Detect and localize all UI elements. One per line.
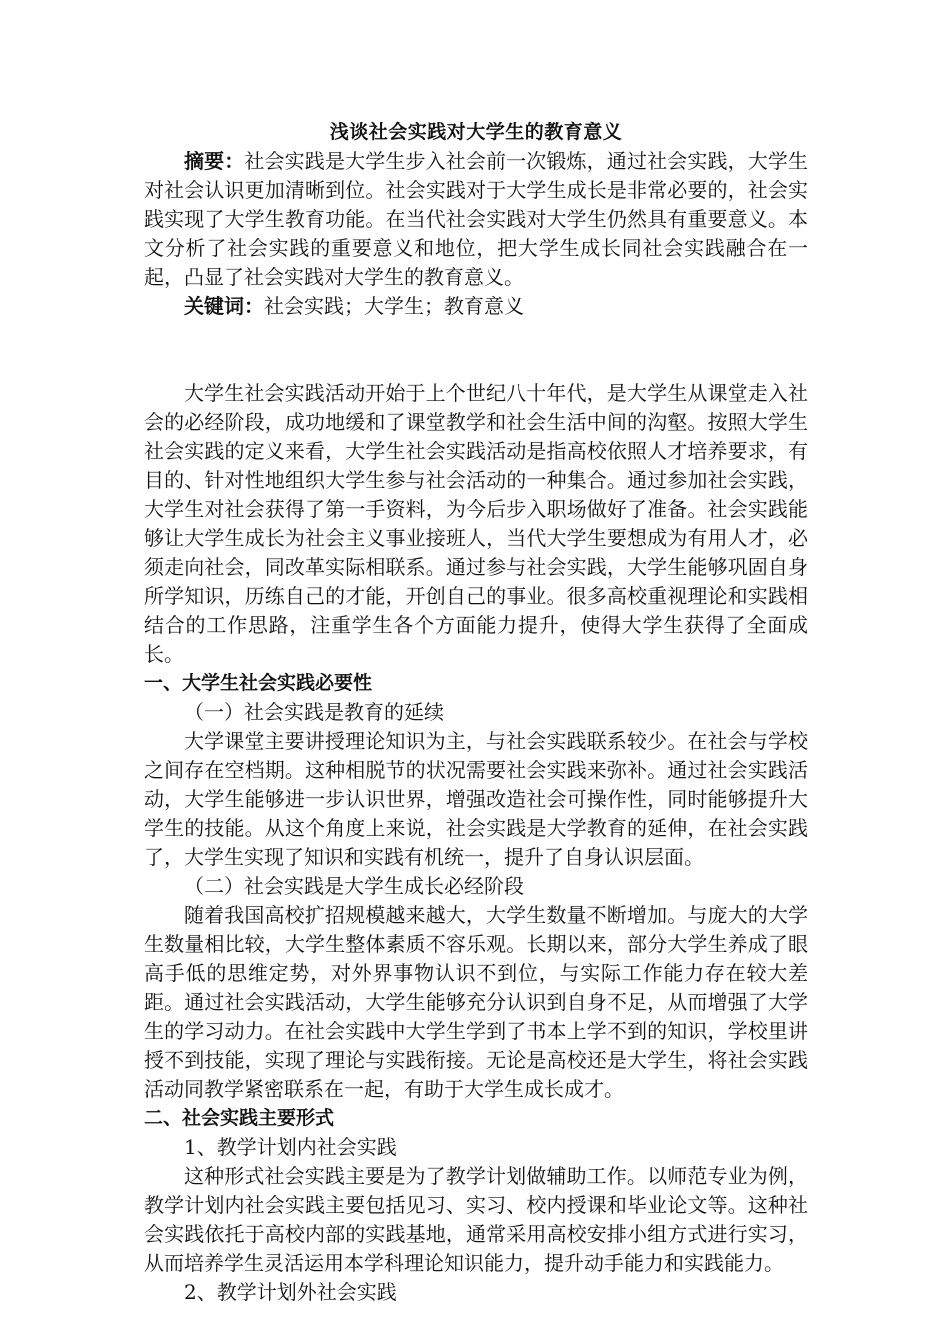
section-1-sub-1-body: 大学课堂主要讲授理论知识为主，与社会实践联系较少。在社会与学校之间存在空档期。这种相脱节的状况需要社会实践来弥补。通过社会实践活动，大学生能够进一步认识世界，增强改造社会可操作性，同时能够提升大学生的技能。从这个角度上来说，社会实践是大学教育的延伸，在社会实践了，大学生实现了知识和实践有机统一，提升了自身认识层面。: [144, 729, 808, 869]
keywords-paragraph: [144, 292, 808, 321]
blank-spacer: [144, 321, 808, 379]
keywords-text: 社会实践；大学生；教育意义: [264, 294, 524, 318]
section-2-heading: 二、社会实践主要形式: [144, 1107, 335, 1129]
keywords-label: 关键词：: [184, 294, 264, 318]
section-1-sub-2-title: （二）社会实践是大学生成长必经阶段: [184, 874, 524, 898]
section-2-sub-2-title: 2、教学计划外社会实践: [184, 1280, 397, 1304]
abstract-label: 摘要：: [184, 149, 245, 173]
section-2-sub-1-title: 1、教学计划内社会实践: [184, 1135, 397, 1159]
section-1-sub-1-title: （一）社会实践是教育的延续: [184, 700, 444, 724]
abstract-paragraph: [144, 147, 808, 292]
section-1-sub-2-body: 随着我国高校扩招规模越来越大，大学生数量不断增加。与庞大的大学生数量相比较，大学生整体素质不容乐观。长期以来，部分大学生养成了眼高手低的思维定势，对外界事物认识不到位，与实际工作能力存在较大差距。通过社会实践活动，大学生能够充分认识到自身不足，从而增强了大学生的学习动力。在社会实践中大学生学到了书本上学不到的知识，学校里讲授不到技能，实现了理论与实践衔接。无论是高校还是大学生，将社会实践活动同教学紧密联系在一起，有助于大学生成长成才。: [144, 903, 808, 1101]
section-2-sub-1-body: 这种形式社会实践主要是为了教学计划做辅助工作。以师范专业为例，教学计划内社会实践主要包括见习、实习、校内授课和毕业论文等。这种社会实践依托于高校内部的实践基地，通常采用高校安排小组方式进行实习，从而培养学生灵活运用本学科理论知识能力，提升动手能力和实践能力。: [144, 1164, 808, 1275]
document-page: [144, 118, 808, 1307]
document-title: 浅谈社会实践对大学生的教育意义: [329, 121, 623, 143]
intro-paragraph: 大学生社会实践活动开始于上个世纪八十年代，是大学生从课堂走入社会的必经阶段，成功地缓和了课堂教学和社会生活中间的沟壑。按照大学生社会实践的定义来看，大学生社会实践活动是指高校依照人才培养要求，有目的、针对性地组织大学生参与社会活动的一种集合。通过参加社会实践，大学生对社会获得了第一手资料，为今后步入职场做好了准备。社会实践能够让大学生成长为社会主义事业接班人，当代大学生要想成为有用人才，必须走向社会，同改革实际相联系。通过参与社会实践，大学生能够巩固自身所学知识，历练自己的才能，开创自己的事业。很多高校重视理论和实践相结合的工作思路，注重学生各个方面能力提升，使得大学生获得了全面成长。: [144, 381, 808, 666]
abstract-text: 社会实践是大学生步入社会前一次锻炼，通过社会实践，大学生对社会认识更加清晰到位。社会实践对于大学生成长是非常必要的，社会实践实现了大学生教育功能。在当代社会实践对大学生仍然具有重要意义。本文分析了社会实践的重要意义和地位，把大学生成长同社会实践融合在一起，凸显了社会实践对大学生的教育意义。: [144, 149, 809, 289]
section-1-heading: 一、大学生社会实践必要性: [144, 672, 373, 694]
